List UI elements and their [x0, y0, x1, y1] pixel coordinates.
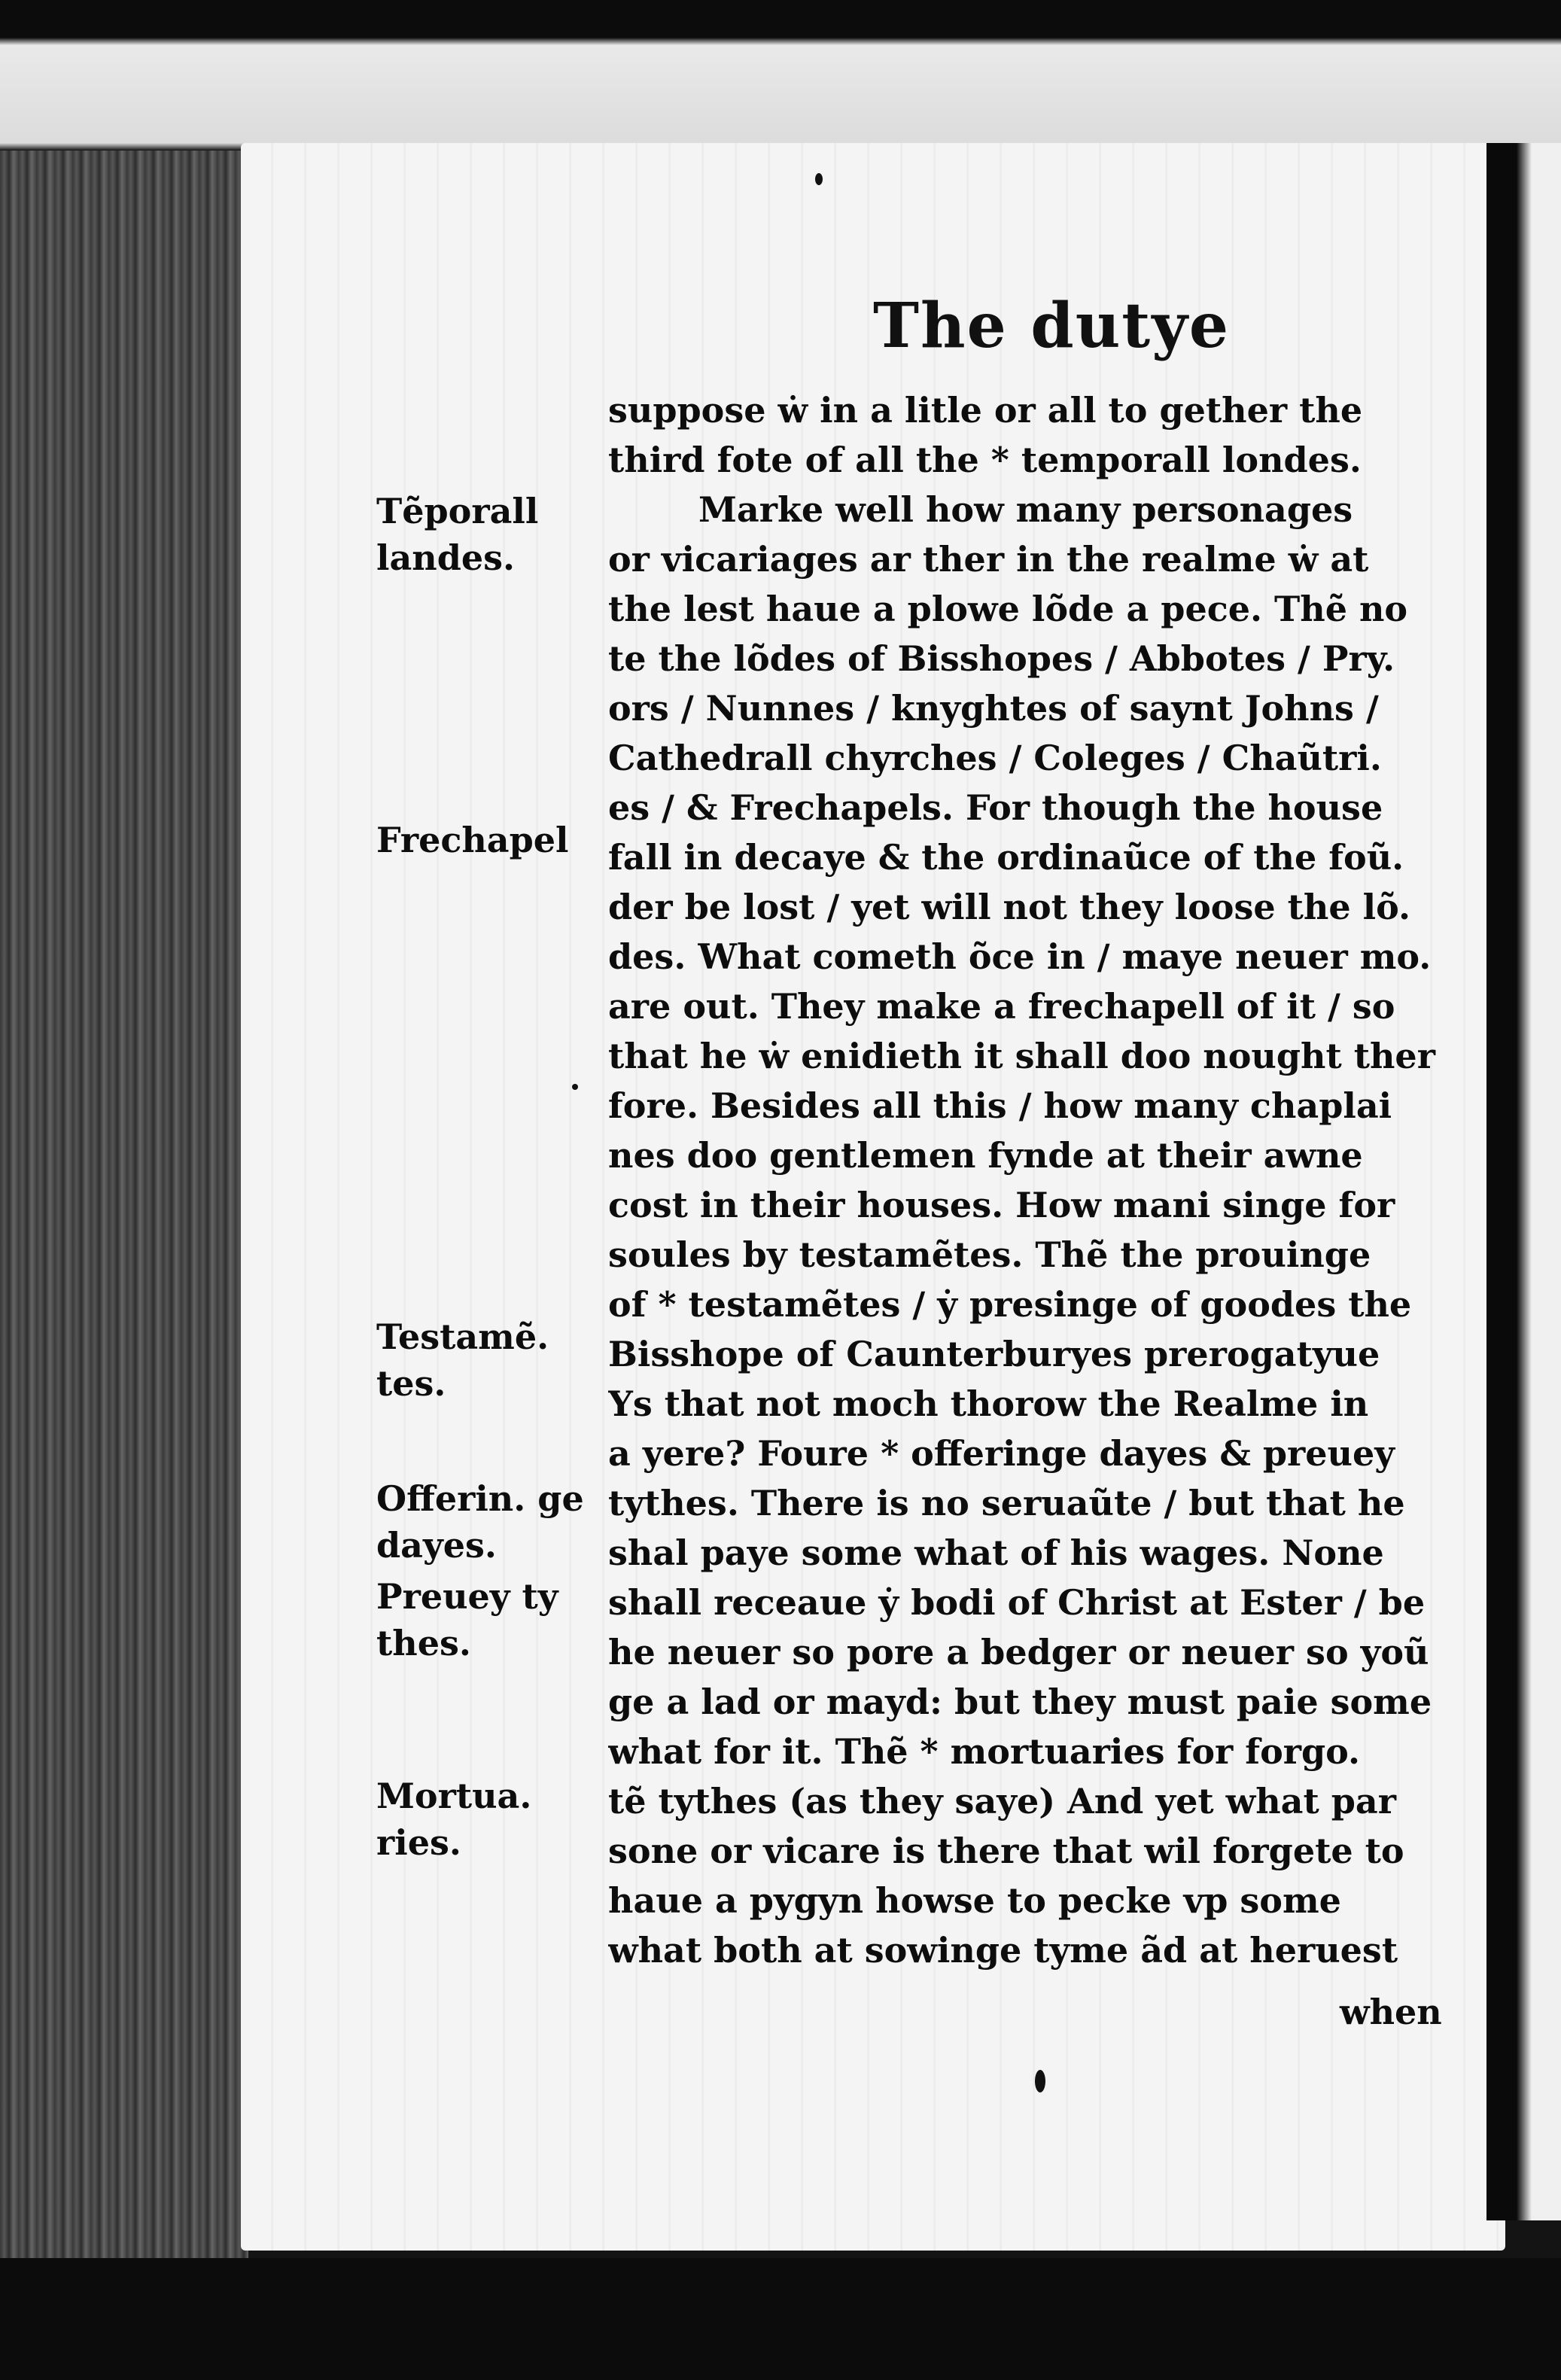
book-page-edges: [0, 151, 248, 2266]
marginal-note-text: Tẽporall landes.: [376, 491, 539, 578]
text-line: are out. They make a frechapell of it / so: [608, 986, 1395, 1027]
running-head: The dutye: [873, 290, 1231, 362]
marginal-note-text: Frechapel: [376, 820, 569, 860]
text-line: the lest haue a plowe lõde a pece. Thẽ no: [608, 589, 1408, 629]
text-line: what for it. Thẽ * mortuaries for forgo.: [608, 1731, 1361, 1772]
text-line: Marke well how many personages: [698, 489, 1353, 530]
text-line: nes doo gentlemen fynde at their awne: [608, 1135, 1363, 1176]
film-top-border: [0, 0, 1561, 151]
text-line: cost in their houses. How mani singe for: [608, 1185, 1395, 1225]
marginal-note-text: Testamẽ. tes.: [376, 1316, 549, 1404]
main-text-block: [608, 385, 1459, 1975]
catchword: [1340, 1989, 1442, 2035]
marginal-note: [376, 1573, 587, 1666]
text-line: fall in decaye & the ordinaũce of the foũ.: [608, 837, 1404, 878]
text-line: soules by testamẽtes. Thẽ the prouinge: [608, 1234, 1371, 1275]
text-line: fore. Besides all this / how many chaplai: [608, 1085, 1392, 1126]
text-line: tythes. There is no seruaũte / but that he: [608, 1483, 1405, 1523]
film-bottom-border: [0, 2258, 1561, 2380]
text-line: a yere? Foure * offeringe dayes & preuey: [608, 1433, 1395, 1474]
text-line: or vicariages ar ther in the realme ẇ at: [608, 539, 1369, 580]
text-line: es / & Frechapels. For though the house: [608, 787, 1383, 828]
text-line: third fote of all the * temporall londes.: [608, 440, 1362, 480]
text-line: des. What cometh õce in / maye neuer mo.: [608, 936, 1432, 977]
text-line: ge a lad or mayd: but they must paie some: [608, 1682, 1432, 1722]
text-line: shall receaue ẏ bodi of Christ at Ester / be: [608, 1582, 1426, 1623]
marginal-note: [376, 1313, 587, 1407]
marginal-note-text: Preuey ty thes.: [376, 1576, 558, 1663]
text-line: he neuer so pore a bedger or neuer so yoũ: [608, 1632, 1429, 1672]
marginal-note-text: Mortua. ries.: [376, 1776, 532, 1863]
catchword-text: when: [1340, 1992, 1442, 2032]
marginal-note: [376, 488, 587, 581]
text-line: of * testamẽtes / ẏ presinge of goodes the: [608, 1284, 1412, 1325]
marginal-note: [376, 817, 569, 863]
text-line: Cathedrall chyrches / Coleges / Chaũtri.: [608, 738, 1382, 778]
text-line: te the lõdes of Bisshopes / Abbotes / Pry.: [608, 638, 1395, 679]
marginal-note: [376, 1773, 587, 1866]
text-line: haue a pygyn howse to pecke vp some: [608, 1880, 1341, 1921]
marginal-note-text: Offerin. ge dayes.: [376, 1478, 584, 1566]
text-line: der be lost / yet will not they loose the lõ.: [608, 887, 1410, 927]
text-line: sone or vicare is there that wil forgete to: [608, 1831, 1404, 1871]
ink-speck: [572, 1084, 578, 1090]
ink-speck: [815, 173, 823, 185]
facing-page-edge: [1486, 143, 1561, 2220]
ink-speck: [1035, 2070, 1045, 2092]
text-line: tẽ tythes (as they saye) And yet what par: [608, 1781, 1396, 1822]
text-line: ors / Nunnes / knyghtes of saynt Johns /: [608, 688, 1379, 729]
text-line: that he ẇ enidieth it shall doo nought ther: [608, 1036, 1435, 1076]
text-line: what both at sowinge tyme ãd at heruest: [608, 1930, 1398, 1971]
text-line: Bisshope of Caunterburyes prerogatyue: [608, 1334, 1380, 1374]
text-line: suppose ẇ in a litle or all to gether the: [608, 390, 1363, 431]
marginal-note: [376, 1475, 587, 1569]
text-line: Ys that not moch thorow the Realme in: [608, 1383, 1369, 1424]
text-line: shal paye some what of his wages. None: [608, 1532, 1384, 1573]
